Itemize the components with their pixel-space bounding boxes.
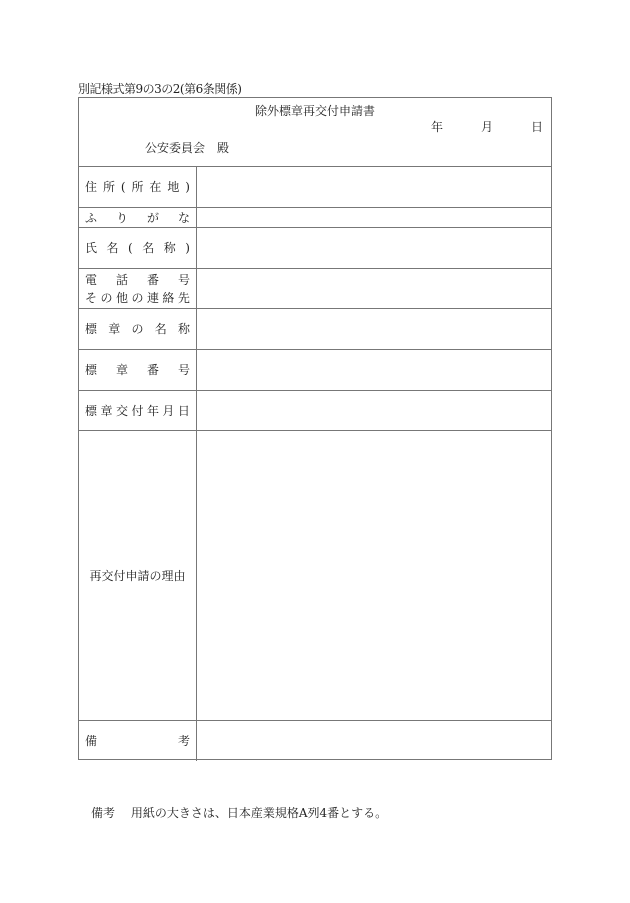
label-char: 号	[177, 272, 190, 287]
footnote	[91, 804, 387, 821]
label-char: 氏	[85, 241, 98, 255]
reason-input[interactable]	[197, 431, 551, 720]
label-char: 在	[149, 180, 162, 194]
row-issue-date	[79, 391, 551, 431]
label-phone	[79, 269, 197, 308]
label-char: (	[128, 241, 133, 255]
row-phone	[79, 269, 551, 309]
label-char: 号	[177, 363, 190, 377]
form-title: 除外標章再交付申請書	[254, 104, 375, 118]
label-char: 地	[167, 180, 180, 194]
label-char: な	[177, 210, 190, 225]
label-char: が	[146, 210, 159, 225]
address-input[interactable]	[197, 167, 551, 207]
label-char: 考	[177, 734, 190, 748]
label-char: 名	[106, 241, 119, 255]
label-char: ふ	[85, 210, 98, 225]
row-reason	[79, 431, 551, 721]
label-char: 備	[85, 734, 98, 748]
label-badge-number	[79, 350, 197, 390]
label-char: 章	[108, 322, 121, 336]
label-char: 章	[100, 403, 113, 418]
label-char: り	[115, 210, 128, 225]
label-char: 称	[163, 241, 176, 255]
label-char: 所	[131, 180, 144, 194]
application-form	[78, 97, 552, 760]
label-char: 住	[85, 180, 98, 194]
label-char: 番	[146, 363, 159, 377]
label-char: 絡	[162, 290, 175, 305]
phone-input[interactable]	[197, 269, 551, 308]
label-char: そ	[85, 290, 98, 305]
label-char: 先	[177, 290, 190, 305]
label-char: 月	[162, 403, 175, 418]
name-input[interactable]	[197, 228, 551, 268]
label-reason	[79, 431, 197, 720]
label-char: の	[131, 322, 144, 336]
label-char: 標	[85, 363, 98, 377]
label-char: 名	[142, 241, 155, 255]
label-char: 年	[146, 403, 159, 418]
badge-name-input[interactable]	[197, 309, 551, 349]
issue-date-input[interactable]	[197, 391, 551, 430]
row-address	[79, 167, 551, 208]
row-remarks	[79, 721, 551, 761]
label-char: の	[131, 290, 144, 305]
row-badge-name	[79, 309, 551, 350]
label-char: 称	[177, 322, 190, 336]
label-char: 名	[154, 322, 167, 336]
label-issue-date	[79, 391, 197, 430]
badge-number-input[interactable]	[197, 350, 551, 390]
row-name	[79, 228, 551, 269]
label-address	[79, 167, 197, 207]
label-char: 連	[146, 290, 159, 305]
row-badge-number	[79, 350, 551, 391]
remarks-input[interactable]	[197, 721, 551, 761]
label-char: 所	[102, 180, 115, 194]
label-char: )	[185, 241, 190, 255]
label-badge-name	[79, 309, 197, 349]
label-char: (	[120, 180, 126, 194]
label-char: 他	[115, 290, 128, 305]
label-name	[79, 228, 197, 268]
form-caption: 別記様式第9の3の2(第6条関係)	[78, 82, 242, 96]
form-header	[79, 98, 551, 167]
date-day-label: 日	[530, 120, 543, 134]
label-char: 付	[131, 403, 144, 418]
label-char: 電	[85, 272, 98, 287]
label-char: 標	[85, 322, 98, 336]
date-field[interactable]	[431, 118, 543, 135]
footnote-key: 備考	[91, 806, 116, 820]
label-furigana	[79, 208, 197, 227]
date-year-label: 年	[430, 120, 443, 134]
label-reason-text: 再交付申請の理由	[89, 569, 186, 583]
label-char: 標	[85, 403, 98, 418]
addressee: 公安委員会 殿	[145, 141, 230, 155]
label-remarks	[79, 721, 197, 761]
label-char: 章	[115, 363, 128, 377]
label-char: の	[100, 290, 113, 305]
label-char: 日	[177, 403, 190, 418]
row-furigana	[79, 208, 551, 228]
footnote-text: 用紙の大きさは、日本産業規格A列4番とする。	[130, 806, 388, 820]
date-month-label: 月	[480, 120, 493, 134]
label-char: )	[185, 180, 190, 194]
furigana-input[interactable]	[197, 208, 551, 227]
label-char: 交	[115, 403, 128, 418]
label-char: 番	[146, 272, 159, 287]
label-char: 話	[115, 272, 128, 287]
